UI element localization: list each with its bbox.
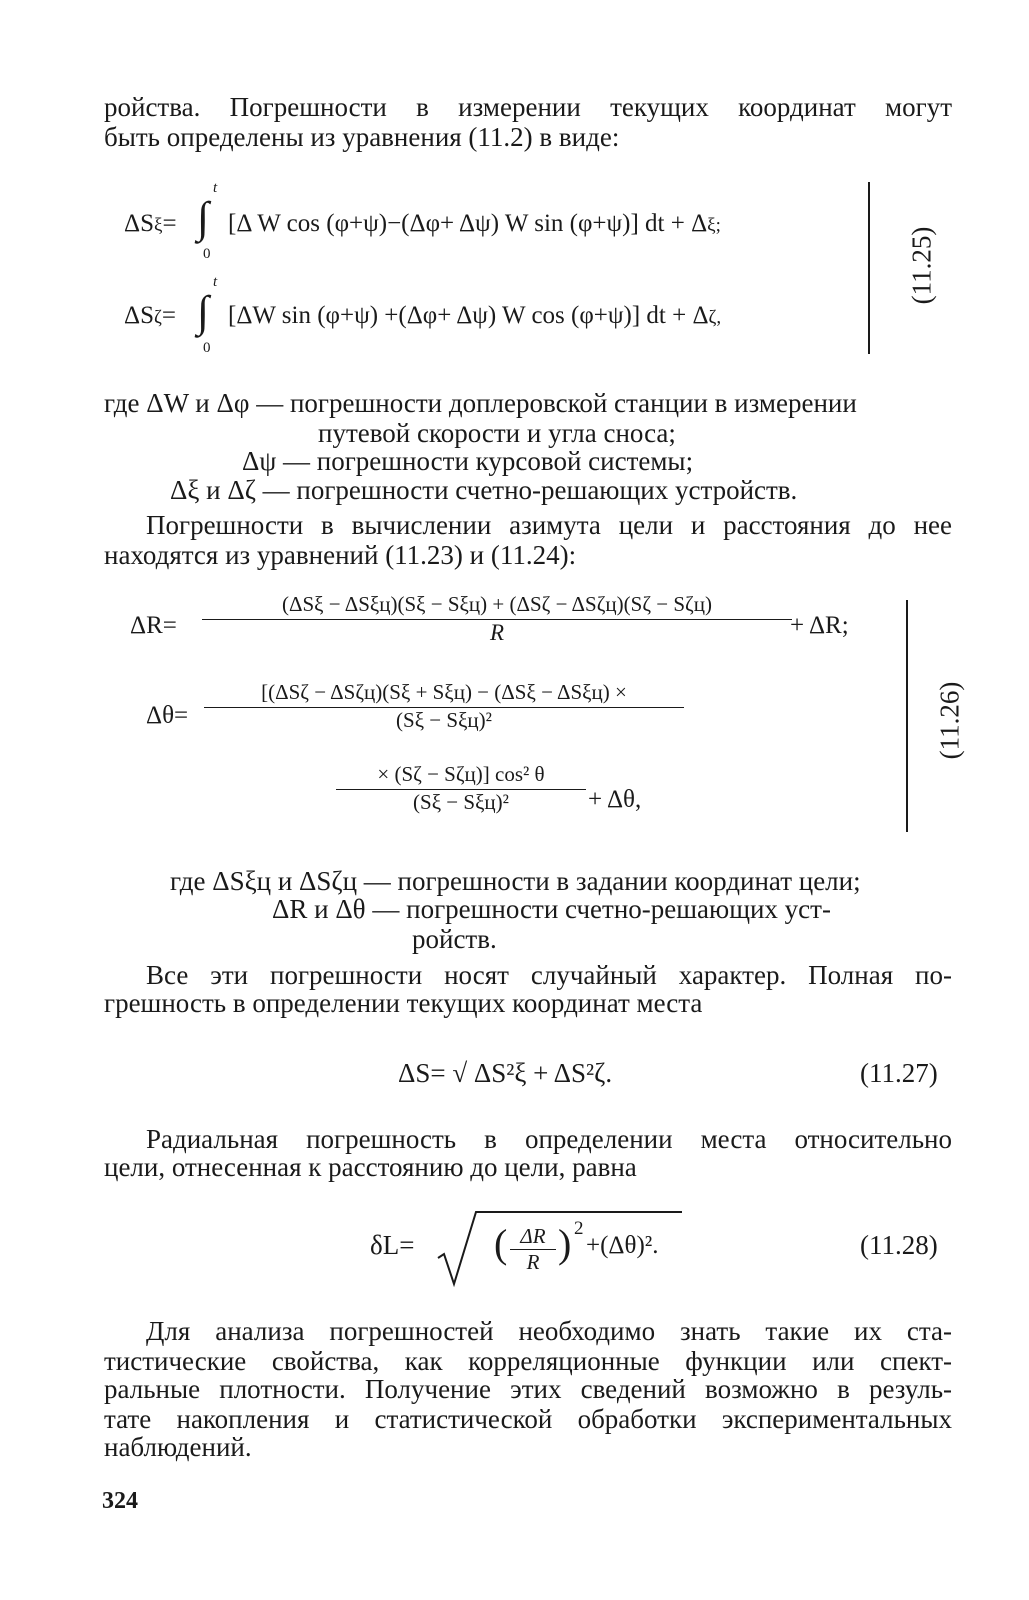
upper-limit-1: t — [213, 180, 218, 196]
para4-line-1: Радиальная погрешность в определении места относительно — [146, 1124, 952, 1154]
dT-numerator: [(ΔSζ − ΔSζц)(Sξ + Sξц) − (ΔSξ − ΔSξц) × — [204, 680, 684, 708]
where2-line-2: ΔR и Δθ — погрешности счетно-решающих уст- — [272, 894, 831, 924]
eq-11-25-number: (11.25) — [906, 226, 937, 305]
page-number: 324 — [102, 1488, 138, 1514]
upper-limit-2: t — [213, 274, 218, 290]
lower-limit-2: 0 — [203, 340, 211, 356]
eq-11-27-formula: ΔS= √ ΔS²ξ + ΔS²ζ. — [398, 1058, 613, 1088]
eq-11-25-row1-lhs: ΔSξ= — [124, 210, 177, 237]
para3-line-2: грешность в определении текущих координат места — [104, 988, 703, 1018]
eq-11-28-number: (11.28) — [860, 1230, 938, 1260]
eq-11-26-dT-fraction — [204, 680, 684, 733]
para5-line-3: ральные плотности. Получение этих сведений возможно в резуль- — [104, 1374, 952, 1404]
eq-11-25-row2-lhs: ΔSζ= — [124, 302, 176, 329]
eq-11-25-row2-body: [ΔW sin (φ+ψ) +(Δφ+ Δψ) W cos (φ+ψ)] dt + Δζ, — [228, 302, 722, 329]
where1-line-4: Δξ и Δζ — погрешности счетно-решающих устройств. — [170, 475, 798, 505]
lower-limit-1: 0 — [203, 246, 211, 262]
left-paren: ( — [494, 1221, 508, 1266]
para5-line-1: Для анализа погрешностей необходимо знать такие их ста- — [146, 1316, 952, 1346]
eq-11-26-dR-lhs: ΔR= — [130, 612, 177, 639]
dR-denominator: R — [489, 620, 505, 645]
intro-line-2: быть определены из уравнения (11.2) в виде: — [104, 122, 620, 152]
eq-11-26-number-wrap — [900, 681, 1000, 760]
eq-11-25-row1-body: [Δ W cos (φ+ψ)−(Δφ+ Δψ) W sin (φ+ψ)] dt + Δξ; — [228, 210, 721, 237]
eq-11-28-power: 2 — [574, 1218, 584, 1239]
eq-11-26-dT2-tail: + Δθ, — [588, 786, 642, 813]
dT2-denominator: (Sξ − Sξц)² — [413, 790, 509, 814]
where1-line-1: где ΔW и Δφ — погрешности доплеровской станции в измерении — [104, 388, 857, 418]
dR-numerator: (ΔSξ − ΔSξц)(Sξ − Sξц) + (ΔSζ − ΔSζц)(Sζ − Sζц) — [202, 592, 792, 620]
eq-11-28-den: R — [526, 1250, 540, 1274]
intro-line-1: ройства. Погрешности в измерении текущих координат могут — [104, 92, 952, 122]
eq-11-26-dT-lhs: Δθ= — [146, 702, 189, 729]
dT-denominator: (Sξ − Sξц)² — [396, 708, 492, 732]
eq-11-28-lhs: δL= — [370, 1230, 415, 1260]
eq-11-28-fraction — [510, 1224, 556, 1275]
para4-line-2: цели, отнесенная к расстоянию до цели, равна — [104, 1152, 637, 1182]
eq-11-28-tail: +(Δθ)². — [586, 1232, 659, 1259]
para2-line-1: Погрешности в вычислении азимута цели и расстояния до нее — [146, 510, 952, 540]
para2-line-2: находятся из уравнений (11.23) и (11.24): — [104, 540, 577, 570]
eq-11-26-dT2-fraction — [336, 762, 586, 815]
eq-11-27-number: (11.27) — [860, 1058, 938, 1088]
para5-line-4: тате накопления и статистической обработки экспериментальных — [104, 1404, 952, 1434]
integral-sign-2: ∫ — [197, 287, 210, 336]
eq-11-26-dR-fraction — [202, 592, 792, 646]
brace-11-25 — [868, 182, 870, 354]
where1-line-3: Δψ — погрешности курсовой системы; — [242, 446, 694, 476]
eq-11-28-num: ΔR — [510, 1224, 556, 1250]
para5-line-2: тистические свойства, как корреляционные функции или спект- — [104, 1346, 952, 1376]
where2-line-3: ройств. — [412, 924, 497, 954]
right-paren: ) — [558, 1221, 572, 1266]
eq-11-26-number: (11.26) — [934, 681, 965, 760]
integral-sign-1: ∫ — [197, 193, 210, 242]
dT2-numerator: × (Sζ − Sζц)] cos² θ — [336, 762, 586, 790]
para3-line-1: Все эти погрешности носят случайный характер. Полная по- — [146, 960, 952, 990]
para5-line-5: наблюдений. — [104, 1432, 252, 1462]
where1-line-2: путевой скорости и угла сноса; — [318, 418, 676, 448]
where2-line-1: где ΔSξц и ΔSζц — погрешности в задании координат цели; — [170, 866, 861, 896]
eq-11-25-number-wrap — [872, 226, 972, 305]
eq-11-26-dR-tail: + ΔR; — [790, 612, 849, 639]
